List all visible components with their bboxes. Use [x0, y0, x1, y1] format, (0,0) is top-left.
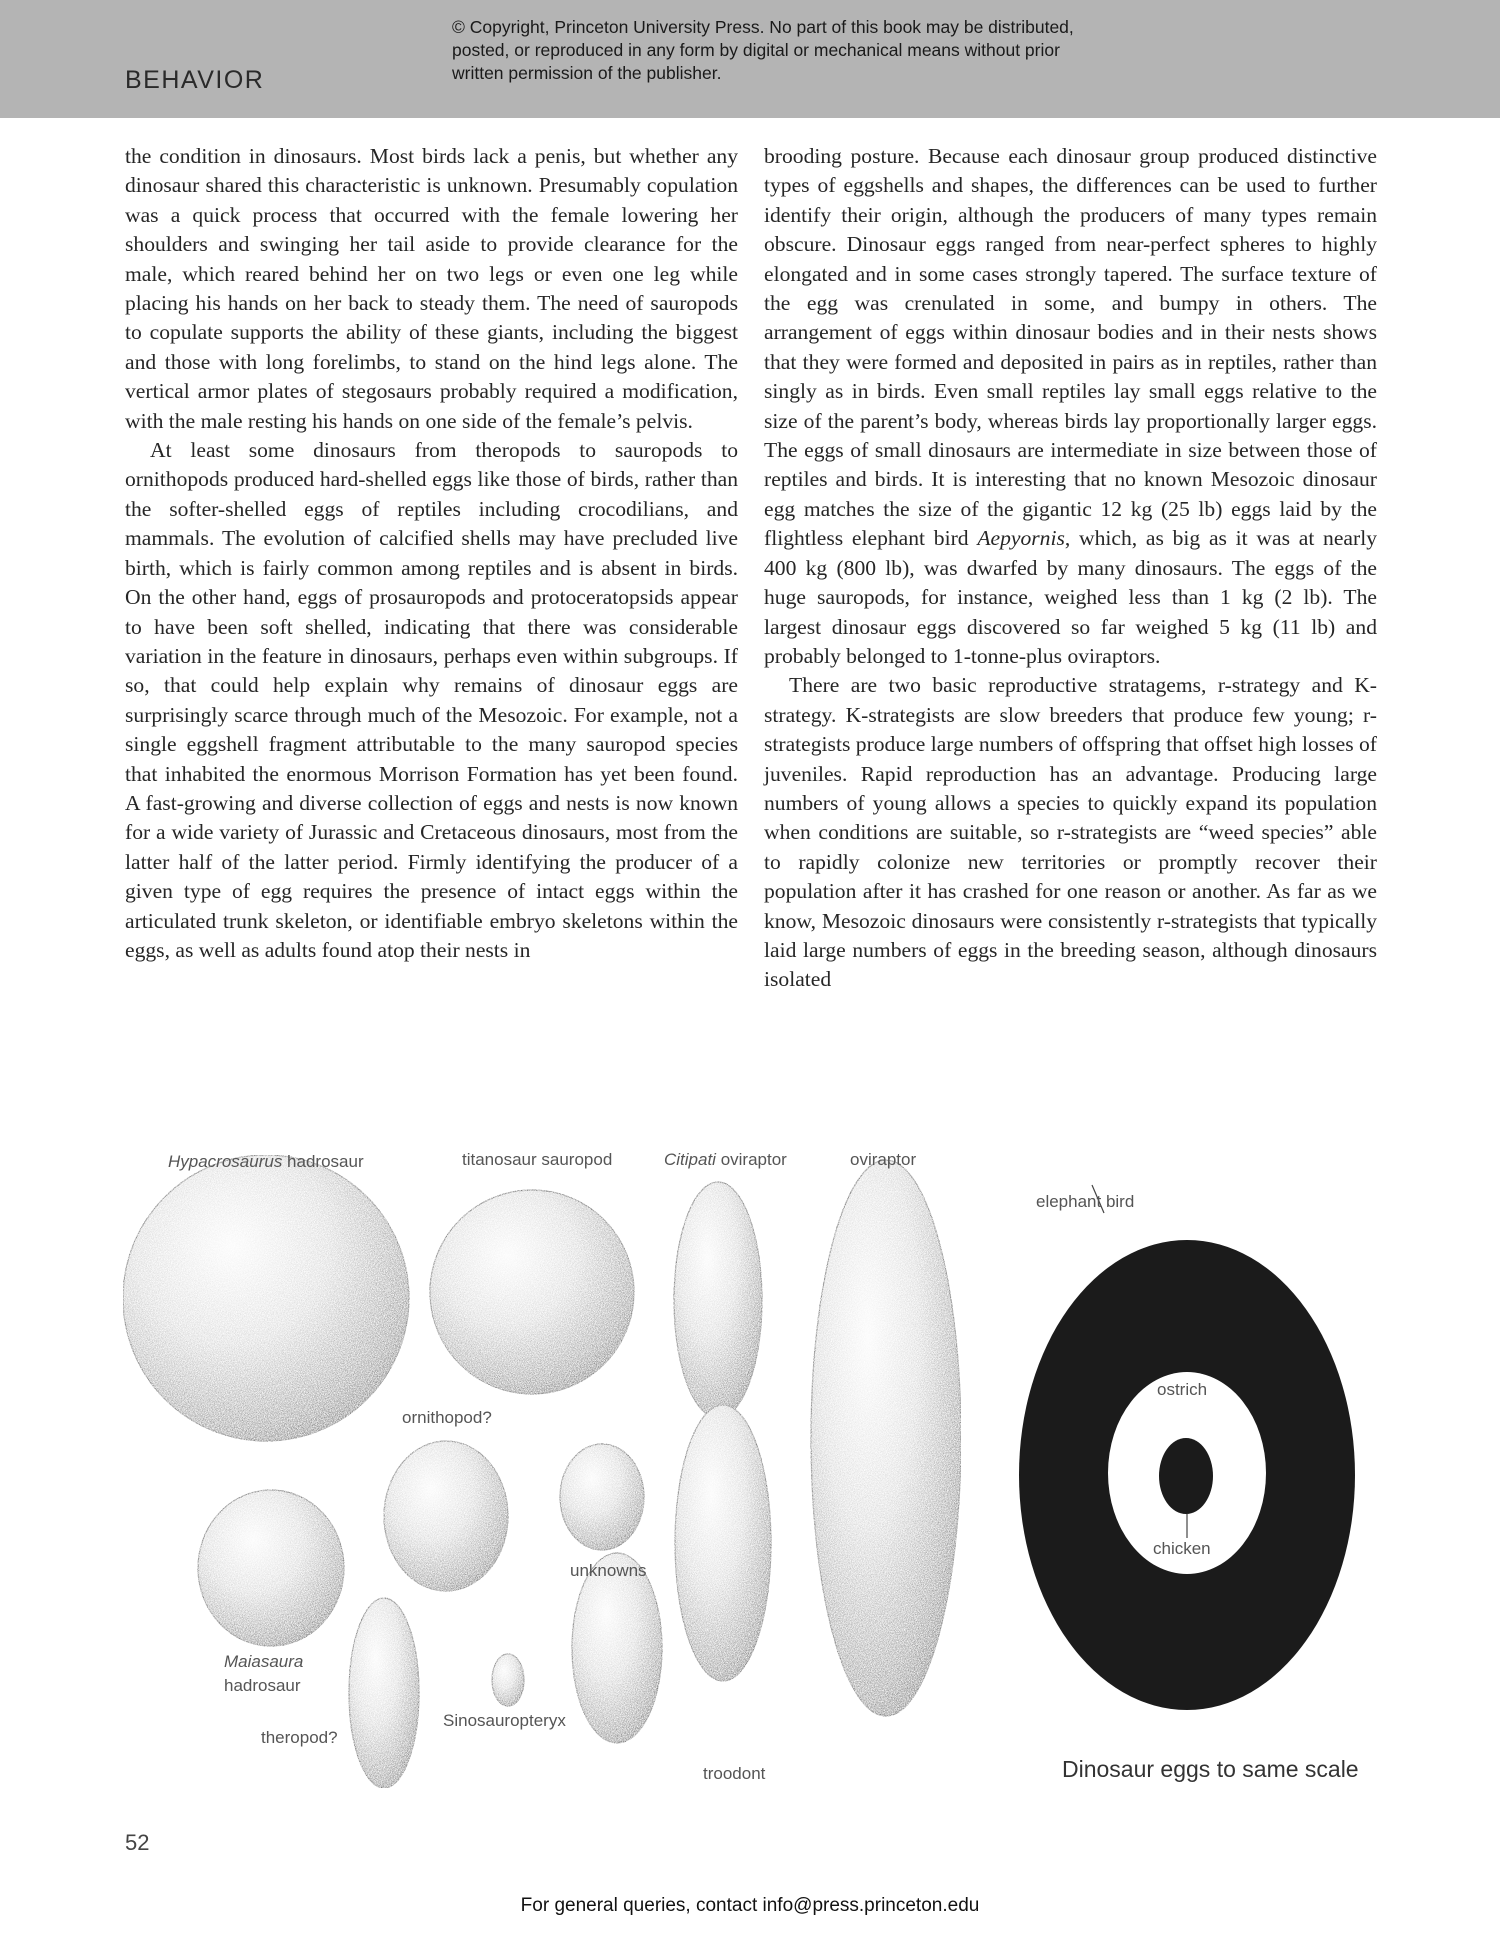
section-label: BEHAVIOR: [125, 66, 265, 94]
egg-unknown-small: [560, 1444, 644, 1550]
page-number: 52: [125, 1830, 150, 1855]
label-italic: Hypacrosaurus: [168, 1152, 283, 1171]
paragraph-text: , which, as big as it was at nearly 400 kg (800 lb), was dwarfed by many dinosaurs. The eggs of the huge sauropods, for instance, weighed less than 1 kg (2 lb). The largest dinosaur eggs discovered so far weighed 5 kg (11 lb) and probably belonged to 1-tonne-plus oviraptors.: [764, 526, 1377, 668]
label-ostrich: ostrich: [1157, 1380, 1208, 1399]
figure-caption: Dinosaur eggs to same scale: [1062, 1756, 1359, 1782]
label-hypacrosaurus: [168, 1152, 364, 1172]
text-column-left: [125, 142, 738, 965]
label-titanosaur: titanosaur sauropod: [462, 1150, 613, 1169]
label-chicken: chicken: [1153, 1539, 1211, 1558]
egg-theropod: [349, 1598, 419, 1788]
egg-illustration: [0, 1140, 1500, 1800]
italic-genus: Aepyornis: [977, 526, 1065, 551]
paragraph: [764, 142, 1377, 671]
paragraph: There are two basic reproductive stratagems, r-strategy and K-strategy. K-strategists are slow breeders that produce few young; r-strategists produce large numbers of offspring that offset high losses of juveniles. Rapid reproduction has an advantage. Producing large numbers of young allows a species to quickly expand its population when conditions are suitable, so r-strategists are “weed species” able to rapidly colonize new territories or promptly recover their population after it has crashed for one reason or another. As far as we know, Mesozoic dinosaurs were consistently r-strategists that typically laid large numbers of eggs in the breeding season, although dinosaurs isolated: [764, 673, 1377, 992]
egg-oviraptor: [811, 1160, 961, 1716]
label-elephant-bird: elephant bird: [1036, 1192, 1135, 1211]
egg-unknown-medium: [572, 1553, 662, 1743]
copyright-notice: © Copyright, Princeton University Press. No part of this book may be distributed, posted, or reproduced in any form by digital or mechanical means without prior written permission of the publisher.: [452, 17, 1074, 83]
label-oviraptor: oviraptor: [850, 1150, 917, 1169]
label-text: oviraptor: [715, 1150, 787, 1169]
egg-citipati: [674, 1182, 762, 1418]
label-maiasaura-hadrosaur: hadrosaur: [224, 1676, 301, 1695]
egg-sinosauropteryx: [492, 1654, 524, 1706]
egg-figure: [0, 1140, 1500, 1800]
egg-hypacrosaurus: [123, 1155, 409, 1441]
egg-ornithopod: [384, 1441, 508, 1591]
egg-titanosaur: [430, 1190, 634, 1394]
paragraph-text: brooding posture. Because each dinosaur group produced distinctive types of eggshells and shapes, the differences can be used to further identify their origin, although the producers of many types remain obscure. Dinosaur eggs ranged from near-perfect spheres to highly elongated and in some cases strongly tapered. The surface texture of the egg was crenulated in some, and bumpy in others. The arrangement of eggs within dinosaur bodies and in their nests shows that they were formed and deposited in pairs as in reptiles, rather than singly as in birds. Even small reptiles lay small eggs relative to the size of the parent’s body, whereas birds lay proportionally larger eggs. The eggs of small dinosaurs are intermediate in size between those of reptiles and birds. It is interesting that no known Mesozoic dinosaur egg matches the size of the gigantic 12 kg (25 lb) eggs laid by the flightless elephant bird: [764, 144, 1377, 551]
egg-chicken: [1159, 1438, 1213, 1514]
paragraph: At least some dinosaurs from theropods to sauropods to ornithopods produced hard-shelled eggs like those of birds, rather than the softer-shelled eggs of reptiles including crocodilians, and mammals. The evolution of calcified shells may have precluded live birth, which is fairly common among reptiles and is absent in birds. On the other hand, eggs of prosauropods and protoceratopsids appear to have been soft shelled, indicating that there was considerable variation in the feature in dinosaurs, perhaps even within subgroups. If so, that could help explain why remains of dinosaur eggs are surprisingly scarce through much of the Mesozoic. For example, not a single eggshell fragment attributable to the many sauropod species that inhabited the enormous Morrison Formation has yet been found. A fast-growing and diverse collection of eggs and nests is now known for a wide variety of Jurassic and Cretaceous dinosaurs, most from the latter half of the latter period. Firmly identifying the producer of a given type of egg requires the presence of intact eggs within the articulated trunk skeleton, or identifiable embryo skeletons within the eggs, as well as adults found atop their nests in: [125, 438, 738, 962]
label-ornithopod: ornithopod?: [402, 1408, 492, 1427]
label-text: hadrosaur: [282, 1152, 364, 1171]
label-theropod: theropod?: [261, 1728, 338, 1747]
paragraph: the condition in dinosaurs. Most birds lack a penis, but whether any dinosaur shared this characteristic is unknown. Presumably copulation was a quick process that occurred with the female lowering her shoulders and swinging her tail aside to provide clearance for the male, which reared behind her on two legs or even one leg while placing his hands on her back to steady them. The need of sauropods to copulate supports the ability of these giants, including the biggest and those with long forelimbs, to stand on the hind legs alone. The vertical armor plates of stegosaurs probably required a modification, with the male resting his hands on one side of the female’s pelvis.: [125, 144, 738, 433]
egg-unknown-tall: [675, 1405, 771, 1681]
label-italic: Maiasaura: [224, 1652, 304, 1671]
label-italic: Citipati: [664, 1150, 716, 1169]
label-sinosauropteryx: Sinosauropteryx: [443, 1711, 566, 1730]
label-unknowns: unknowns: [570, 1561, 647, 1580]
text-column-right: [764, 142, 1377, 995]
footer-contact: For general queries, contact info@press.princeton.edu: [520, 1895, 980, 1916]
label-maiasaura: [224, 1652, 303, 1672]
egg-maiasaura: [198, 1490, 344, 1646]
label-citipati: [664, 1150, 787, 1170]
label-troodont: troodont: [703, 1764, 766, 1783]
